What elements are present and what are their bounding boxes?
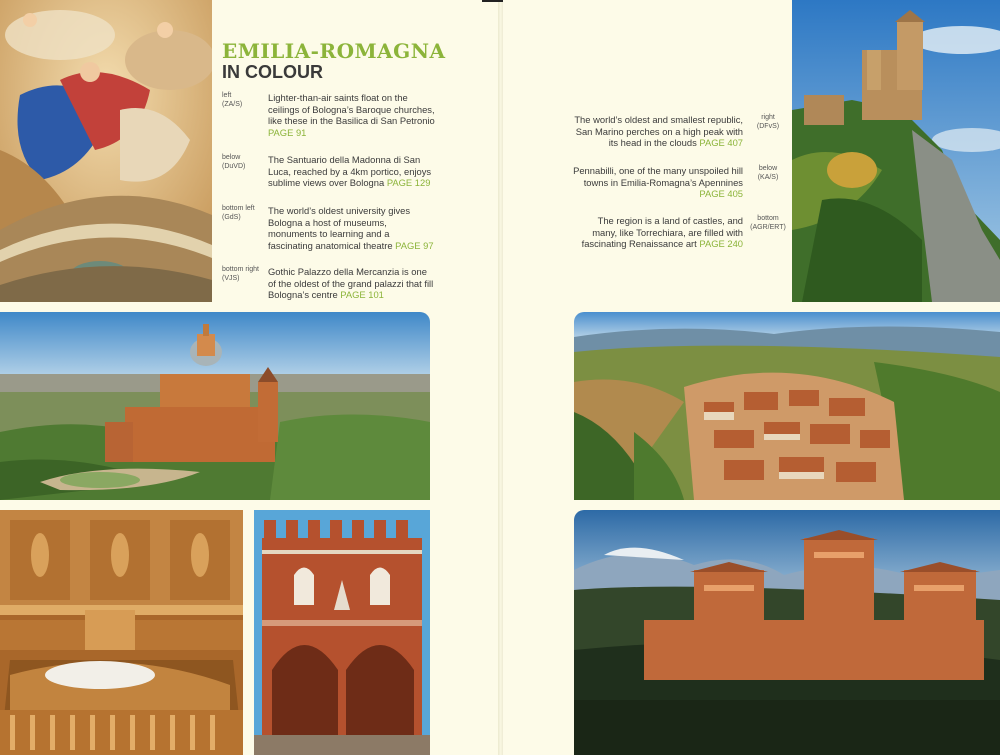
spread-title: EMILIA-ROMAGNA xyxy=(222,39,446,63)
caption-position: left (ZA/S) xyxy=(222,92,243,108)
caption-text: The Santuario della Madonna di San Luca, reached by a 4km portico, enjoys sublime views over Bologna PAGE 129 xyxy=(268,154,432,188)
caption-position: bottom (AGR/ERT) xyxy=(750,215,786,231)
palazzo-mercanzia-photo xyxy=(254,510,430,755)
page-reference: PAGE 240 xyxy=(699,238,743,249)
caption-below xyxy=(222,154,436,204)
caption-position: below (DuVD) xyxy=(222,154,246,170)
page-reference: PAGE 101 xyxy=(340,289,384,300)
page-reference: PAGE 97 xyxy=(395,239,434,251)
page-reference: PAGE 407 xyxy=(699,137,743,148)
anatomical-theatre-photo xyxy=(0,510,243,755)
torrechiara-castle-photo xyxy=(574,510,1000,755)
spread-subtitle: IN COLOUR xyxy=(222,62,323,82)
page-reference: PAGE 91 xyxy=(268,126,307,138)
page-reference: PAGE 129 xyxy=(386,177,431,188)
caption-bottom-right xyxy=(222,266,436,306)
baroque-ceiling-photo xyxy=(0,0,212,302)
caption-bottom-left xyxy=(222,205,436,257)
caption-bottom xyxy=(576,215,791,257)
page-reference: PAGE 405 xyxy=(699,188,743,199)
caption-text: The world’s oldest university gives Bologna a host of museums, monuments to learning and a fascinating anatomical theatre PAGE 97 xyxy=(268,205,434,251)
caption-text: Pennabilli, one of the many unspoiled hill towns in Emilia-Romagna’s Apennines PAGE 405 xyxy=(573,165,743,199)
caption-right xyxy=(576,114,791,156)
san-luca-sanctuary-photo xyxy=(0,312,430,500)
san-marino-photo xyxy=(792,0,1000,302)
pennabilli-photo xyxy=(574,312,1000,500)
caption-text: The world’s oldest and smallest republic, San Marino perches on a high peak with its head in the clouds PAGE 407 xyxy=(574,114,743,148)
right-page xyxy=(503,0,1000,755)
caption-text: The region is a land of castles, and many, like Torrechiara, are filled with fascinating Renaissance art PAGE 240 xyxy=(581,215,743,249)
caption-position: bottom right (VJS) xyxy=(222,266,259,282)
caption-text: Gothic Palazzo della Mercanzia is one of the oldest of the grand palazzi that fill Bologna’s centre PAGE 101 xyxy=(268,266,434,300)
caption-position: right (DFvS) xyxy=(756,114,780,130)
caption-text: Lighter-than-air saints float on the ceilings of Bologna’s Baroque churches, like these in the Basilica di San Petronio PAGE 91 xyxy=(268,92,435,138)
caption-below-right xyxy=(573,165,791,207)
caption-position: below (KA/S) xyxy=(757,165,779,181)
caption-left xyxy=(222,92,436,142)
caption-position: bottom left (GdS) xyxy=(222,205,255,221)
